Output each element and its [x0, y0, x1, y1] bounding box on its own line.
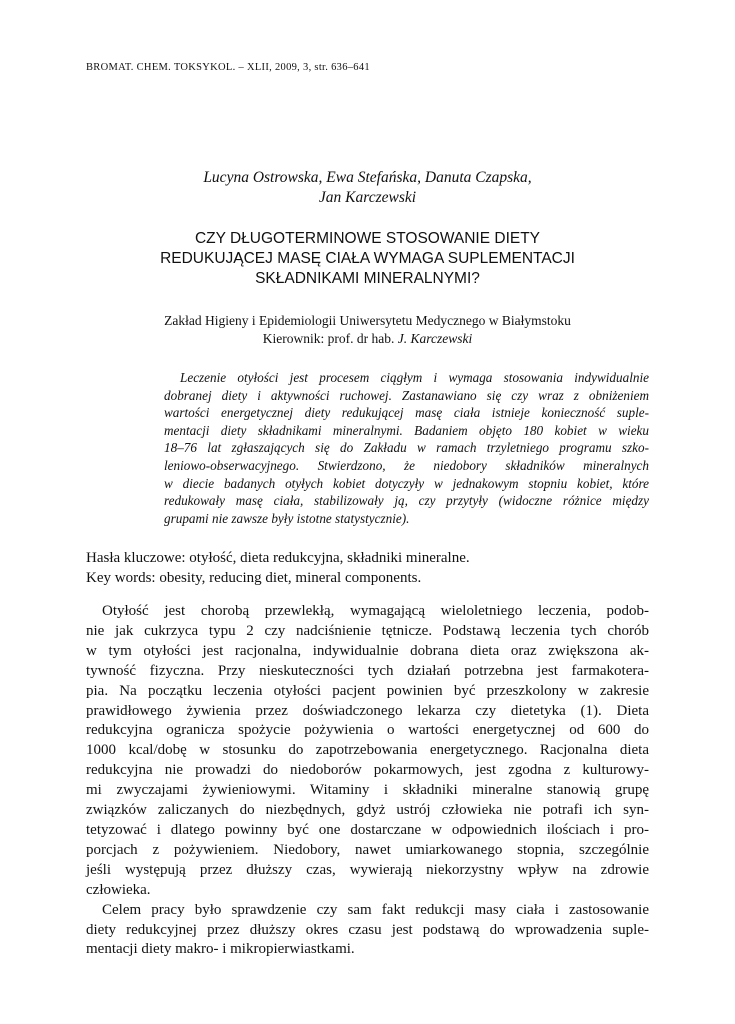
- head-name: J. Karczewski: [397, 331, 473, 346]
- body-line: jeśli występują przez dłuższy czas, wywierają niekorzystny wpływ na zdrowie: [86, 861, 649, 878]
- title-line-2: REDUKUJĄCEJ MASĘ CIAŁA WYMAGA SUPLEMENTACJI: [160, 250, 575, 267]
- body-line: tetyzować i dlatego powinny być one dostarczane w odpowiednich ilościach i pro-: [86, 821, 649, 838]
- body-line: redukcyjna ogranicza spożycie pożywienia o wartości energetycznej od 600 do: [86, 722, 649, 739]
- keywords: [86, 548, 649, 588]
- abstract-line: wartości energetycznej diety redukującej masę ciała istnieje konieczność suple-: [164, 405, 649, 421]
- abstract-line: Leczenie otyłości jest procesem ciągłym i wymaga stosowania indywidualnie: [180, 370, 649, 385]
- head-label: Kierownik: prof. dr hab.: [262, 331, 395, 346]
- body-line: człowieka.: [86, 881, 151, 898]
- title-line-3: SKŁADNIKAMI MINERALNYMI?: [255, 270, 480, 287]
- body-line: pia. Na początku leczenia otyłości pacjent powinien być przeszkolony w zakresie: [86, 682, 649, 699]
- title-line-1: CZY DŁUGOTERMINOWE STOSOWANIE DIETY: [194, 230, 541, 247]
- body-line: porcjach z pożywieniem. Niedobory, nawet umiarkowanego stopnia, szczególnie: [86, 841, 649, 858]
- body-line: 1000 kcal/dobę w stosunku do zapotrzebowania energetycznego. Racjonalna dieta: [86, 742, 649, 759]
- abstract-line: dobranej diety i aktywności ruchowej. Zastanawiano się czy wraz z obniżeniem: [164, 387, 649, 403]
- journal-header: BROMAT. CHEM. TOKSYKOL. – XLII, 2009, 3, str. 636–641: [86, 62, 370, 73]
- body-line: mentacji diety makro- i mikropierwiastkami.: [86, 941, 355, 958]
- body-line: prawidłowego żywienia przez doświadczonego lekarza czy dietetyka (1). Dieta: [86, 702, 649, 719]
- affiliation: [86, 312, 649, 348]
- body-line: nie jak cukrzyca typu 2 czy nadciśnienie tętnicze. Podstawą leczenia tych chorób: [86, 622, 649, 639]
- body-line: mi zwyczajami żywieniowymi. Witaminy i składniki mineralne stanowią grupę: [86, 782, 649, 799]
- keywords-polish: Hasła kluczowe: otyłość, dieta redukcyjna, składniki mineralne.: [86, 550, 470, 566]
- abstract-line: leniowo-obserwacyjnego. Stwierdzono, że niedobory składników mineralnych: [164, 457, 649, 473]
- abstract-line: grupami nie zawsze były istotne statystycznie).: [164, 510, 410, 526]
- keywords-english: Key words: obesity, reducing diet, mineral components.: [86, 570, 422, 586]
- institution: Zakład Higieny i Epidemiologii Uniwersytetu Medycznego w Białymstoku: [164, 313, 571, 328]
- abstract: [164, 369, 649, 527]
- body-line: związków zaliczanych do niezbędnych, gdyż ustrój człowieka nie potrafi ich syn-: [86, 802, 649, 819]
- authors-line-2: Jan Karczewski: [318, 189, 417, 206]
- body-line: w tym otyłości jest racjonalna, indywidualnie dobrana dieta oraz zwiększona ak-: [86, 642, 649, 659]
- article-title: [86, 229, 649, 289]
- abstract-line: redukowały masę ciała, stabilizowały ją, czy przytyły (widoczne różnice między: [164, 493, 649, 509]
- body-line: redukcyjna nie prowadzi do niedoborów pokarmowych, jest zgodna z kulturowy-: [86, 762, 649, 779]
- body-line: Celem pracy było sprawdzenie czy sam fakt redukcji masy ciała i zastosowanie: [102, 901, 649, 918]
- body-line: tywność fizyczna. Przy nieskuteczności tych działań potrzebna jest farmakotera-: [86, 662, 649, 679]
- body-text: [86, 602, 649, 960]
- authors: [86, 168, 649, 208]
- body-line: diety redukcyjnej przez dłuższy okres czasu jest podstawą do wprowadzenia suple-: [86, 921, 649, 938]
- department-head: [86, 330, 649, 348]
- authors-line-1: Lucyna Ostrowska, Ewa Stefańska, Danuta Czapska,: [203, 169, 532, 186]
- body-line: Otyłość jest chorobą przewlekłą, wymagającą wieloletniego leczenia, podob-: [102, 603, 649, 619]
- abstract-line: w diecie badanych otyłych kobiet dotyczyły w jednakowym stopniu kobiet, które: [164, 475, 649, 491]
- abstract-line: mentacji diety składnikami mineralnymi. Badaniem objęto 180 kobiet w wieku: [164, 422, 649, 438]
- abstract-line: 18–76 lat zgłaszających się do Zakładu w ramach trzyletniego programu szko-: [164, 440, 649, 456]
